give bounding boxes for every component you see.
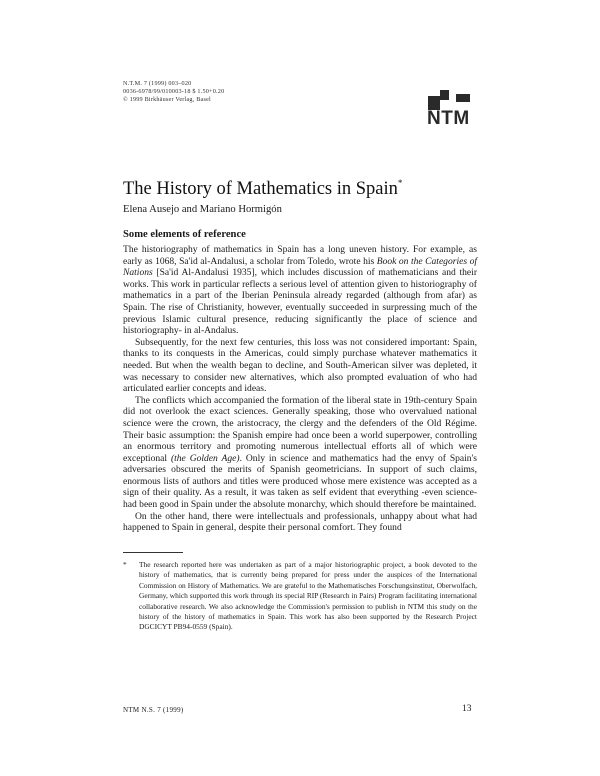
title-footnote-mark: * [397,178,403,188]
article-authors: Elena Ausejo and Mariano Hormigón [123,204,282,215]
meta-line-journal: N.T.M. 7 (1999) 003–020 [123,80,192,87]
body-paragraph [123,511,477,534]
ntm-logo [426,90,474,128]
article-title [123,172,402,200]
meta-line-copyright: © 1999 Birkhäuser Verlag, Basel [123,96,211,103]
text-run: On the other hand, there were intellectuals and professionals, unhappy about what had happened to Spain in general, despite their personal comfort. They found [123,510,477,534]
body-paragraph [123,337,477,395]
section-heading: Some elements of reference [123,229,246,240]
meta-line-issn: 0036-6978/99/010003-18 $ 1.50+0.20 [123,88,225,95]
logo-block [440,90,449,100]
text-run: Subsequently, for the next few centuries, this loss was not considered important: Spain, thanks to its conquests in the Americas, could simply purchase whatever mathematics it needed. But when the wealth began to decline, and South-American silver was depleted, it was necessary to consider new alternatives, which also prompted evaluation of who had articulated earlier concepts and ideas. [123,336,477,395]
text-run: The conflicts which accompanied the formation of the liberal state in 19th-century Spain did not overlook the exact sciences. Generally speaking, those who overvalued national science were the crown, the aristocracy, the clergy and the defenders of the Old Régime. Their basic assumption: the Spanish empire had once been a world superpower, controlling an enormous territory and promoting numerous intellectual efforts all of which were exceptional [123,394,477,464]
text-run: [Sa'id Al-Andalusi 1935], which includes discussion of mathematicians and their works. This work in particular reflects a serious level of attention given to historiography of mathematics in a part of the Iberian Peninsula already regarded (although from afar) as Spain. The rise of Christianity, however, eventually succeeded in surpressing much of the previous Islamic cultural presence, reducing significantly the place of science and historiography- in al-Andalus. [123,267,477,337]
page-number: 13 [462,704,472,714]
text-run: The historiography of mathematics in Spain has a long uneven history. For example, as early as 1068, Sa'id al-Andalusi, a scholar from Toledo, wrote his [123,244,477,267]
logo-lettering: NTM [427,108,470,128]
publication-meta [123,80,224,104]
italic-text-run: (the Golden Age) [170,452,240,464]
footnote [123,560,477,633]
footnote-text: The research reported here was undertaken as part of a major historiographic project, a book devoted to the history of mathematics, that is currently being prepared for press under the auspices of the International Commission on History of Mathematics. We are grateful to the Mathematisches Forschungsinstitut, Oberwolfach, Germany, which supported this work through its special RIP (Research in Pairs) Program facilitating international collaborative research. We also acknowledge the Commission's permission to publish in NTM this study on the history of the history of mathematics in Spain. This work has also been supported by the Research Project DGCICYT PB94-0559 (Spain). [139,560,477,632]
logo-block [456,94,470,102]
body-paragraph [123,395,477,511]
running-footer: NTM N.S. 7 (1999) [123,706,184,714]
footnote-mark: * [123,560,127,569]
body-paragraph [123,244,477,337]
ntm-logo-icon [426,90,474,128]
text-run: . Only in science and mathematics had the envy of Spain's adversaries obscured the merits of Spanish geometricians. In support of such claims, enormous lists of authors and titles were produced whose mere existence was accepted as a sign of their quality. As a result, it was taken as self evident that everything -even science- had been good in Spain under the absolute monarchy, which should therefore be maintained. [123,452,478,511]
italic-text-run: Book on the Categories of Nations [123,255,478,279]
article-title-text: The History of Mathematics in Spain [123,179,398,199]
footnote-divider [123,552,183,553]
article-body [123,244,477,534]
